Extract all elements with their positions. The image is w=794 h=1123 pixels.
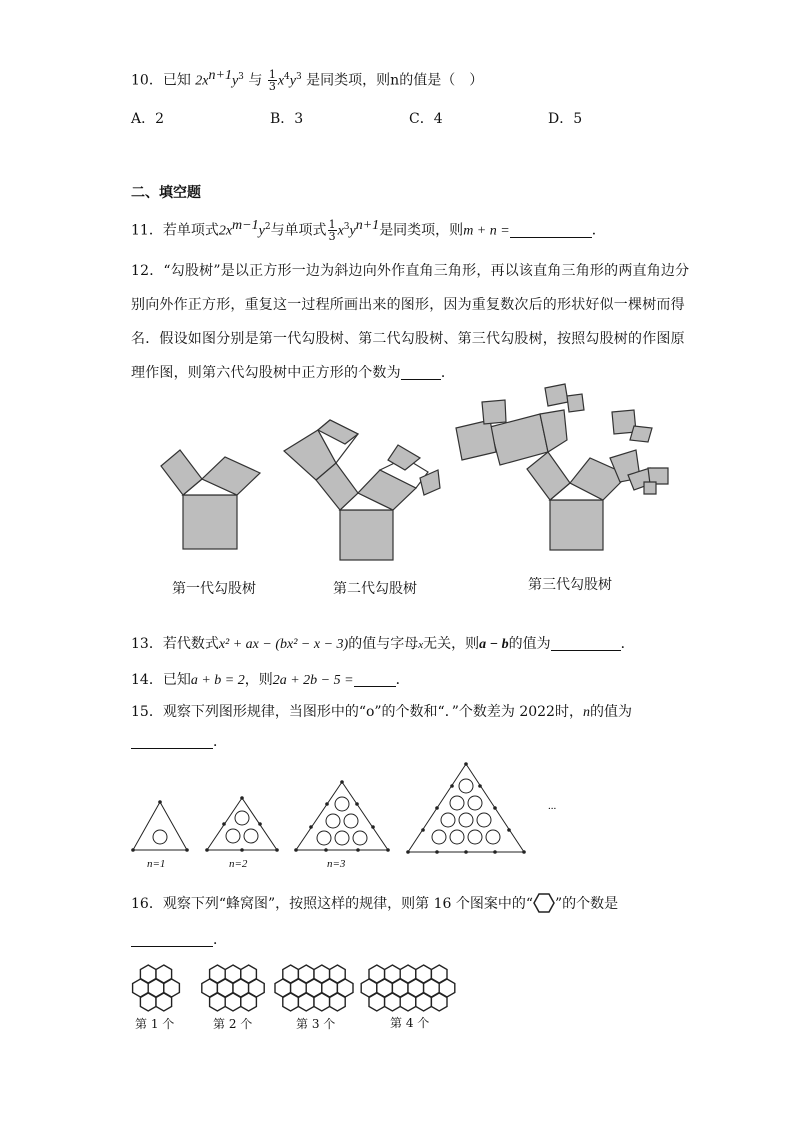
- q13-prefix: 13．若代数式: [131, 636, 219, 652]
- q10-frac-den: 3: [268, 80, 276, 94]
- q10-term2-exp: 4: [284, 72, 290, 82]
- section-title: 二、填空题: [131, 185, 201, 201]
- label-honey-3: 第 3 个: [296, 1017, 336, 1031]
- q11-suffix: 是同类项，则: [379, 222, 464, 239]
- tree-gen-2: [284, 420, 440, 560]
- honeycomb-2-hex: [210, 993, 226, 1011]
- q10-option-d[interactable]: D．5: [548, 111, 583, 127]
- triangle-n4: [406, 762, 526, 854]
- tree1-base-square: [183, 495, 237, 549]
- tree3-lrl-square: [545, 384, 568, 406]
- q12-text: 12．“勾股树”是以正方形一边为斜边向外作直角三角形，再以该直角三角形的两直角边分别向外作正方形，重复这一过程所画出来的图形，因为重复数次后的形状好似一棵树而得名．假设如图分别是第一代勾股树、第二代勾股树、第三代勾股树，按照勾股树的作图原理作图，则第六代勾股树中正方形的个数为: [131, 263, 690, 381]
- q11-fraction: [328, 219, 337, 242]
- question-16: [131, 893, 618, 914]
- q10-option-a[interactable]: A．2: [131, 111, 165, 127]
- q11-frac-den: 3: [328, 230, 336, 244]
- q11-term1: 2x: [218, 223, 233, 239]
- q10-term1-y: y: [231, 73, 239, 89]
- tree3-llr-square: [482, 400, 506, 424]
- label-n3: n=3: [327, 858, 346, 870]
- q13-answer-blank[interactable]: [551, 636, 621, 651]
- tree2-base-square: [340, 510, 393, 560]
- label-n1: n=1: [147, 858, 166, 870]
- q15-text: 15．观察下列图形规律，当图形中的“o”的个数和“．”个数差为 2022时，: [131, 704, 583, 720]
- q13-suffix: 的值为: [508, 636, 551, 652]
- caption-gen-3: 第三代勾股树: [528, 577, 612, 593]
- q10-term2: x: [277, 73, 285, 89]
- caption-gen-2: 第二代勾股树: [333, 581, 417, 597]
- triangle-n3: [294, 780, 390, 852]
- question-14: [131, 670, 410, 691]
- hexagon-icon: [533, 893, 555, 913]
- q10-suffix: 是同类项，则n的值是（ ）: [306, 72, 484, 89]
- honeycomb-figure: [0, 960, 794, 1020]
- q13-mid: 的值与字母: [348, 636, 419, 652]
- q15-end: ．: [213, 734, 227, 750]
- tree-gen-1: [161, 450, 260, 549]
- q14-cond: a + b = 2: [190, 673, 245, 688]
- q11-prefix: 11．若单项式: [131, 222, 219, 239]
- honeycomb-4-hex: [416, 993, 432, 1011]
- q13-var: x: [418, 639, 424, 651]
- q14-end: ．: [395, 672, 410, 688]
- q10-option-b[interactable]: B．3: [270, 111, 304, 127]
- q11-term2-exp: 3: [343, 222, 350, 232]
- q16-answer-blank[interactable]: [131, 932, 213, 947]
- q16-answer-line: [131, 930, 227, 950]
- q11-term2: x: [337, 223, 344, 239]
- q13-expr: x² + ax − (bx² − x − 3): [218, 637, 349, 652]
- honeycomb-4-hex: [400, 993, 416, 1011]
- q11-term1-y: y: [258, 223, 265, 239]
- tree-gen-3: [456, 384, 668, 550]
- q15-answer-blank[interactable]: [131, 734, 213, 749]
- triangle-n1: [131, 800, 189, 852]
- caption-gen-1: 第一代勾股树: [172, 581, 256, 597]
- honeycomb-4-hex: [431, 993, 447, 1011]
- label-honey-1: 第 1 个: [135, 1017, 175, 1031]
- q11-answer-blank[interactable]: [510, 223, 592, 238]
- q10-term1: 2x: [195, 73, 209, 89]
- tree3-rlr-square: [630, 426, 652, 442]
- q11-mid: 与单项式: [270, 222, 327, 239]
- label-honey-2: 第 2 个: [213, 1017, 253, 1031]
- q14-prefix: 14．已知: [131, 672, 191, 688]
- q14-expr: 2a + 2b − 5 =: [272, 673, 354, 688]
- q10-term1-exp: n+1: [208, 68, 232, 83]
- q16-suffix: ”的个数是: [555, 896, 619, 912]
- honeycomb-3-hex: [283, 993, 299, 1011]
- q15-answer-line: [131, 732, 227, 752]
- q16-prefix: 16．观察下列“蜂窝图”，按照这样的规律，则第 16 个图案中的“: [131, 896, 533, 912]
- q11-frac-num: 1: [328, 218, 336, 232]
- q13-end: ．: [620, 636, 635, 652]
- q11-term1-exp: m−1: [232, 218, 259, 233]
- q11-term1-y-exp: 2: [264, 222, 271, 232]
- tree3-lll-square: [456, 420, 496, 460]
- q15-ellipsis: ...: [548, 800, 557, 812]
- question-13: [131, 634, 635, 655]
- honeycomb-3-hex: [298, 993, 314, 1011]
- q11-term2-y: y: [349, 223, 356, 239]
- q11-expr: m + n =: [463, 223, 510, 239]
- q12-end: ．: [440, 365, 456, 381]
- q14-mid: ，则: [244, 672, 273, 688]
- q10-fraction: [268, 69, 277, 92]
- q15-var: n: [582, 705, 590, 720]
- q10-term2-y: y: [289, 73, 296, 89]
- tree3-lrr-square: [567, 394, 584, 412]
- honeycomb-4-hex: [369, 993, 385, 1011]
- label-n2: n=2: [229, 858, 248, 870]
- q10-frac-num: 1: [268, 68, 276, 82]
- q10-option-c[interactable]: C．4: [409, 111, 443, 127]
- honeycomb-4-hex: [385, 993, 401, 1011]
- q10-prefix: 10．已知: [131, 72, 191, 89]
- tree3-base-square: [550, 500, 603, 550]
- triangle-n2: [205, 796, 279, 852]
- honeycomb-1-hex: [156, 993, 172, 1011]
- honeycomb-3-hex: [314, 993, 330, 1011]
- question-10: [131, 66, 483, 92]
- honeycomb-1-hex: [140, 993, 156, 1011]
- q14-answer-blank[interactable]: [354, 672, 396, 687]
- q15-suffix: 的值为: [589, 704, 632, 720]
- honeycomb-3-hex: [330, 993, 346, 1011]
- honeycomb-2-hex: [241, 993, 257, 1011]
- question-11: [131, 216, 606, 242]
- q10-term2-y-exp: 3: [295, 72, 302, 82]
- q10-mid: 与: [248, 72, 263, 89]
- q10-term1-y-exp: 3: [238, 72, 244, 82]
- q11-end: ．: [591, 222, 606, 239]
- q13-mid2: 无关，则: [423, 636, 480, 652]
- honeycomb-2-hex: [225, 993, 241, 1011]
- triangle-pattern-figure: [0, 760, 794, 860]
- q16-end: ．: [213, 932, 227, 948]
- q13-target: a − b: [479, 637, 509, 652]
- q11-term2-y-exp: n+1: [355, 218, 380, 233]
- tree3-rrr-square: [644, 482, 656, 494]
- pythagoras-trees-figure: [0, 370, 794, 570]
- label-honey-4: 第 4 个: [390, 1016, 430, 1030]
- question-15: [131, 702, 632, 723]
